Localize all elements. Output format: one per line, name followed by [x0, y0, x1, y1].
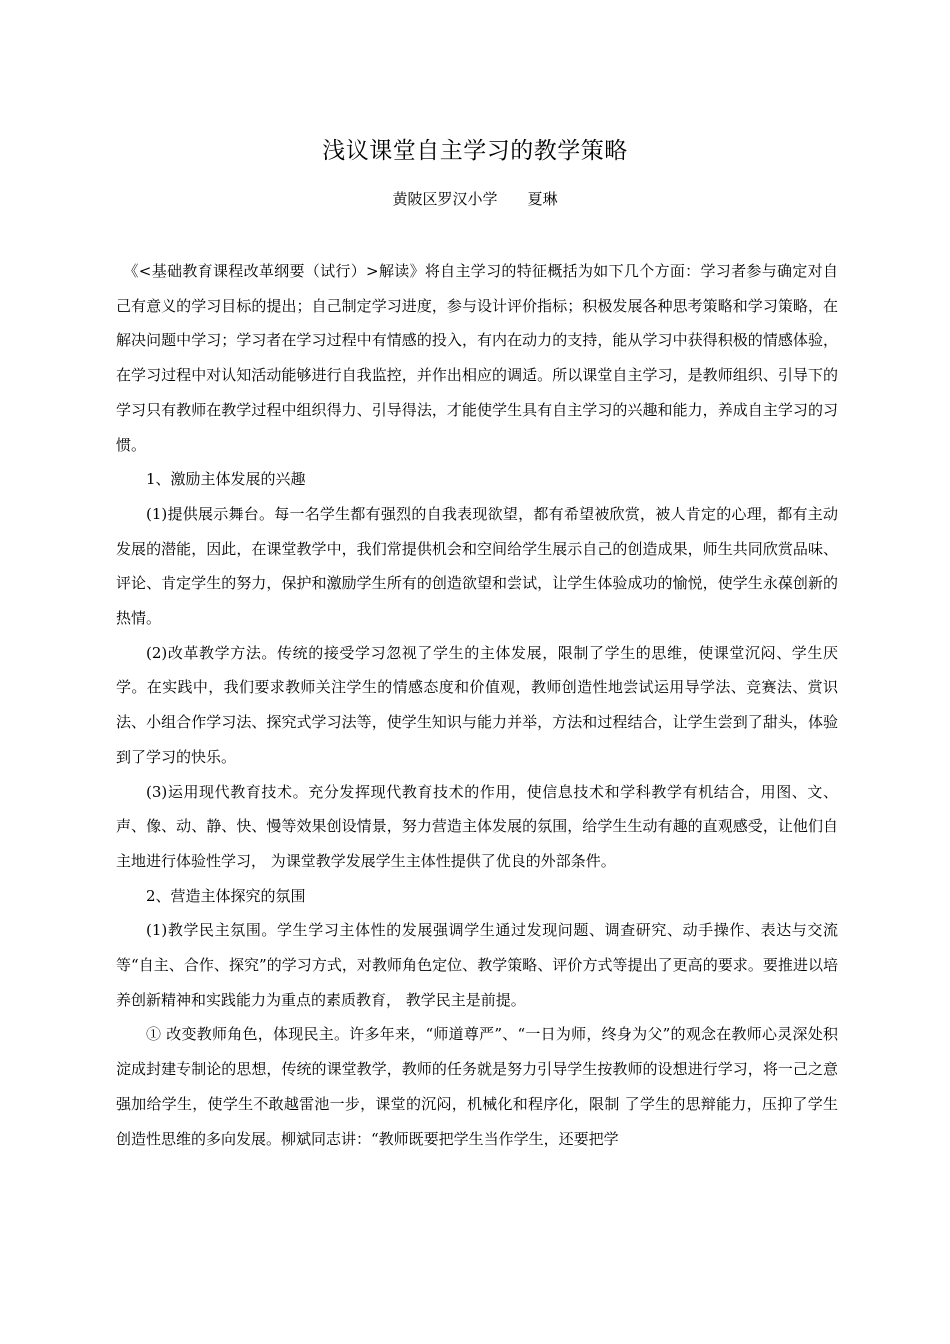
byline [0, 186, 950, 212]
school-name: 黄陂区罗汉小学 [392, 190, 498, 208]
intro-paragraph: 《<基础教育课程改革纲要（试行）>解读》将自主学习的特征概括为如下几个方面：学习者参与确定对自己有意义的学习目标的提出；自己制定学习进度，参与设计评价指标；积极发展各种思考策略和学习策略，在解决问题中学习；学习者在学习过程中有情感的投入，有内在动力的支持，能从学习中获得积极的情感体验，在学习过程中对认知活动能够进行自我监控，并作出相应的调适。所以课堂自主学习，是教师组织、引导下的学习只有教师在教学过程中组织得力、引导得法，才能使学生具有自主学习的兴趣和能力，养成自主学习的习惯。 [116, 262, 838, 454]
paragraph: (3)运用现代教育技术。充分发挥现代教育技术的作用，使信息技术和学科教学有机结合，用图、文、声、像、动、静、快、慢等效果创设情景，努力营造主体发展的氛围，给学生生动有趣的直观感受，让他们自主地进行体验性学习， 为课堂教学发展学生主体性提供了优良的外部条件。 [116, 782, 838, 870]
section-heading-2: 2、营造主体探究的氛围 [146, 886, 306, 905]
paragraph: (1)提供展示舞台。每一名学生都有强烈的自我表现欲望，都有希望被欣赏，被人肯定的心理，都有主动发展的潜能，因此，在课堂教学中，我们常提供机会和空间给学生展示自己的创造成果，师生共同欣赏品味、评论、肯定学生的努力，保护和激励学生所有的创造欲望和尝试，让学生体验成功的愉悦，使学生永葆创新的热情。 [116, 504, 838, 628]
paragraph: ① 改变教师角色，体现民主。许多年来，“师道尊严”、“一日为师，终身为父”的观念在教师心灵深处积淀成封建专制论的思想，传统的课堂教学，教师的任务就是努力引导学生按教师的设想进行学习，将一己之意强加给学生，使学生不敢越雷池一步，课堂的沉闷，机械化和程序化，限制 了学生的思辩能力，压抑了学生创造性思维的多向发展。柳斌同志讲：“教师既要把学生当作学生，还要把学 [116, 1025, 838, 1148]
document-title: 浅议课堂自主学习的教学策略 [322, 138, 628, 164]
document-body [116, 254, 838, 1156]
paragraph: (1)教学民主氛围。学生学习主体性的发展强调学生通过发现问题、调查研究、动手操作、表达与交流等“自主、合作、探究”的学习方式，对教师角色定位、教学策略、评价方式等提出了更高的要求。要推进以培养创新精神和实践能力为重点的素质教育， 教学民主是前提。 [116, 921, 838, 1009]
author-name: 夏琳 [527, 190, 558, 208]
section-heading-1: 1、激励主体发展的兴趣 [146, 470, 306, 489]
paragraph: (2)改革教学方法。传统的接受学习忽视了学生的主体发展，限制了学生的思维，使课堂沉闷、学生厌学。在实践中，我们要求教师关注学生的情感态度和价值观，教师创造性地尝试运用导学法、竞赛法、赏识法、小组合作学习法、探究式学习法等，使学生知识与能力并举，方法和过程结合，让学生尝到了甜头，体验到了学习的快乐。 [116, 643, 838, 766]
